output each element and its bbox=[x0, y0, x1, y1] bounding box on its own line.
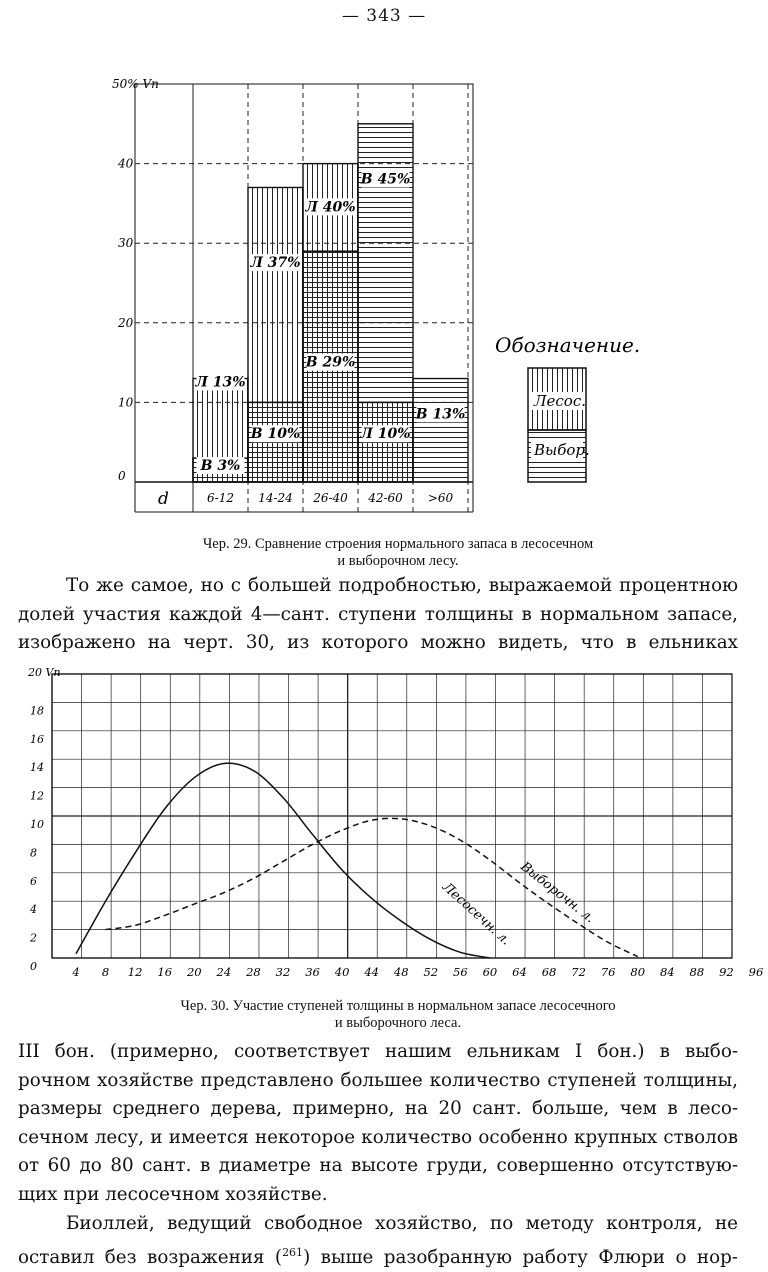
x-tick-label: 40 bbox=[334, 965, 350, 979]
x-tick-label: 68 bbox=[542, 965, 557, 979]
text-line: изображено на черт. 30, из которого можно видеть, что в ельниках bbox=[18, 629, 738, 658]
y-tick-label: 0 bbox=[30, 960, 37, 973]
cell-label: В 45% bbox=[360, 172, 411, 188]
text-line: щих при лесосечном хозяйстве. bbox=[18, 1181, 738, 1210]
cell-label: Л 40% bbox=[304, 199, 355, 215]
paragraph-2 bbox=[18, 1038, 738, 1209]
text-line: То же самое, но с большей подробностью, выражаемой процентною bbox=[18, 572, 738, 601]
figure-30-caption bbox=[0, 998, 768, 1032]
x-tick-label: 44 bbox=[363, 965, 379, 979]
y-tick-label: 30 bbox=[118, 236, 134, 250]
y-tick-label: 4 bbox=[29, 903, 37, 916]
cell-label: В 3% bbox=[200, 458, 241, 474]
x-tick-label: 80 bbox=[630, 965, 645, 979]
x-tick-label: 12 bbox=[128, 965, 143, 979]
x-tick-label: 42-60 bbox=[367, 491, 403, 505]
x-tick-label: 88 bbox=[690, 965, 705, 979]
x-tick-label: 56 bbox=[453, 965, 468, 979]
y-tick-label: 18 bbox=[30, 704, 44, 717]
footnote-ref: 261 bbox=[282, 1246, 303, 1259]
y-tick-label: 40 bbox=[117, 157, 134, 171]
cell-label: В 13% bbox=[415, 406, 466, 422]
text-line: III бон. (примерно, соответствует нашим ельникам I бон.) в выбо- bbox=[18, 1038, 738, 1067]
x-tick-label: 60 bbox=[483, 965, 498, 979]
figure-29-bars bbox=[193, 124, 468, 482]
cell-label: Л 10% bbox=[359, 426, 410, 442]
cell-label: Л 37% bbox=[249, 255, 300, 271]
text-line: рочном хозяйстве представлено большее количество ступеней толщины, bbox=[18, 1067, 738, 1096]
x-tick-label: 92 bbox=[719, 965, 734, 979]
y-tick-label: 10 bbox=[118, 395, 134, 409]
x-tick-label: 72 bbox=[571, 965, 586, 979]
paragraph-1 bbox=[18, 572, 738, 658]
y-tick-label: 14 bbox=[30, 761, 44, 774]
x-tick-label: 14-24 bbox=[258, 491, 293, 505]
paragraph-3 bbox=[18, 1210, 738, 1272]
figure-30-ticks bbox=[27, 666, 763, 979]
caption-line: Чер. 30. Участие ступеней толщины в нормальном запасе лесосечного bbox=[0, 998, 768, 1015]
x-tick-label: >60 bbox=[428, 491, 454, 505]
caption-line: и выборочном лесу. bbox=[0, 553, 768, 570]
y-tick-label: 50% Vn bbox=[112, 77, 159, 91]
page-number: — 343 — bbox=[0, 6, 768, 26]
text-line: Биоллей, ведущий свободное хозяйство, по методу контроля, не bbox=[18, 1210, 738, 1239]
x-tick-label: 76 bbox=[601, 965, 616, 979]
x-tick-label: 8 bbox=[102, 965, 109, 979]
x-tick-label: 84 bbox=[660, 965, 675, 979]
x-tick-label: 6-12 bbox=[207, 491, 234, 505]
x-tick-label: 52 bbox=[423, 965, 438, 979]
y-tick-label: 20 Vn bbox=[27, 666, 61, 679]
figure-29-bar-chart bbox=[0, 60, 768, 520]
x-tick-label: 24 bbox=[216, 965, 232, 979]
y-tick-label: 16 bbox=[30, 733, 44, 746]
x-tick-label: 16 bbox=[157, 965, 172, 979]
text-line: оставил без возражения ($^{261}$) выше разобранную работу Флюри о нор- bbox=[18, 1239, 738, 1272]
caption-line: и выборочного леса. bbox=[0, 1015, 768, 1032]
y-tick-label: 6 bbox=[30, 875, 37, 888]
figure-30-curves bbox=[76, 763, 638, 958]
y-tick-label: 8 bbox=[30, 846, 37, 859]
x-tick-label: 20 bbox=[186, 965, 202, 979]
text-line: размеры среднего дерева, примерно, на 20 сант. больше, чем в лесо- bbox=[18, 1095, 738, 1124]
y-tick-label: 0 bbox=[118, 469, 126, 483]
x-tick-label: 32 bbox=[276, 965, 291, 979]
x-tick-label: 64 bbox=[512, 965, 527, 979]
x-tick-label: 4 bbox=[71, 965, 79, 979]
curve-label-vybor: Выборочн. л. bbox=[517, 859, 597, 926]
x-tick-label: 96 bbox=[749, 965, 764, 979]
cell-label: В 29% bbox=[305, 355, 356, 371]
bar-vybor bbox=[413, 379, 468, 482]
legend-title: Обозначение. bbox=[495, 333, 640, 357]
text-line: от 60 до 80 сант. в диаметре на высоте груди, совершенно отсутствую- bbox=[18, 1152, 738, 1181]
cell-label: Л 13% bbox=[194, 374, 245, 390]
x-tick-label: 48 bbox=[393, 965, 409, 979]
legend-label-lesos: Лесос. bbox=[533, 392, 586, 410]
text-line: сечном лесу, и имеется некоторое количество особенно крупных стволов bbox=[18, 1124, 738, 1153]
x-tick-label: 28 bbox=[245, 965, 261, 979]
x-axis-symbol: d bbox=[158, 489, 169, 509]
figure-29-caption bbox=[0, 536, 768, 570]
caption-line: Чер. 29. Сравнение строения нормального запаса в лесосечном bbox=[0, 536, 768, 553]
y-tick-label: 20 bbox=[117, 316, 134, 330]
y-tick-label: 12 bbox=[30, 790, 44, 803]
legend-label-vybor: Выбор. bbox=[533, 441, 590, 459]
x-tick-label: 26-40 bbox=[312, 491, 348, 505]
y-tick-label: 10 bbox=[30, 818, 44, 831]
curve-label-lesos: Лесосечн. л. bbox=[439, 879, 514, 948]
cell-label: В 10% bbox=[250, 426, 301, 442]
y-tick-label: 2 bbox=[29, 932, 37, 945]
text-line: долей участия каждой 4—сант. ступени толщины в нормальном запасе, bbox=[18, 601, 738, 630]
x-tick-label: 36 bbox=[305, 965, 320, 979]
figure-30-line-chart bbox=[0, 656, 768, 986]
